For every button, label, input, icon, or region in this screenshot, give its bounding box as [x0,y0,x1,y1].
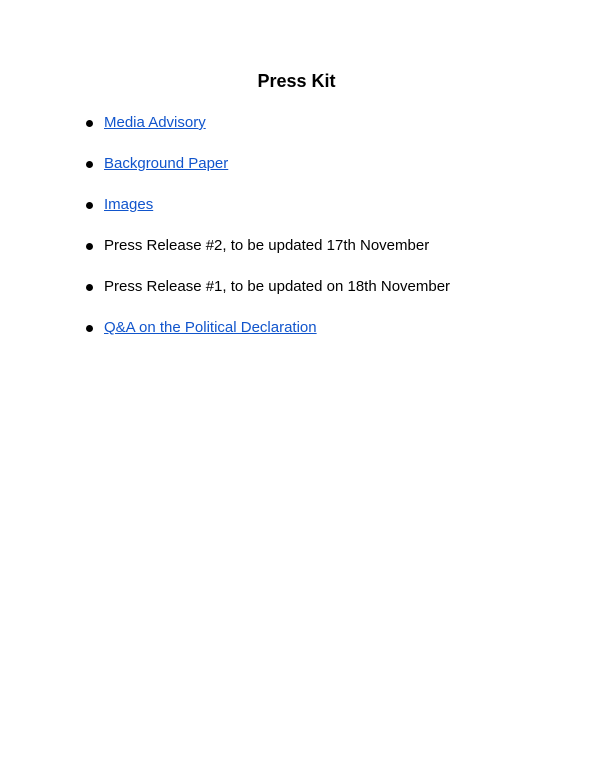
page-title: Press Kit [257,71,336,91]
bullet-icon [86,325,93,332]
list-item-background-paper [86,154,450,174]
press-kit-list [86,113,450,359]
bullet-icon [86,202,93,209]
press-release-1-text: Press Release #1, to be updated on 18th November [104,278,451,295]
press-release-2-text: Press Release #2, to be updated 17th November [104,237,430,254]
list-item-media-advisory [86,113,450,133]
bullet-icon [86,161,93,168]
bullet-icon [86,284,93,291]
list-item-images [86,195,450,215]
images-link[interactable]: Images [104,196,154,213]
qa-political-declaration-link[interactable]: Q&A on the Political Declaration [104,319,317,336]
background-paper-link[interactable]: Background Paper [104,155,229,172]
list-item-press-release-1 [86,277,450,297]
list-item-press-release-2 [86,236,450,256]
list-item-qa-political-declaration [86,318,450,338]
bullet-icon [86,120,93,127]
media-advisory-link[interactable]: Media Advisory [104,114,206,131]
bullet-icon [86,243,93,250]
